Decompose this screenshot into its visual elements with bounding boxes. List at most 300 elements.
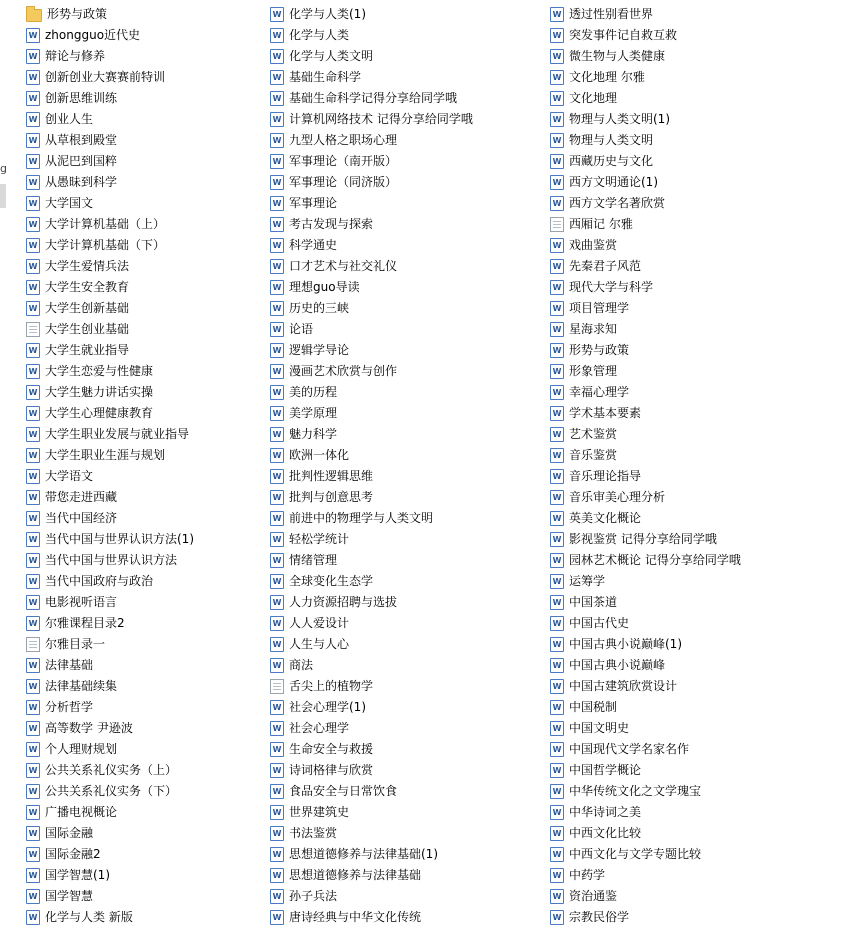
file-name: 思想道德修养与法律基础	[289, 868, 422, 882]
file-name: 中华诗词之美	[569, 805, 642, 819]
file-name: 中西文化比较	[569, 826, 642, 840]
file-name: 形势与政策	[47, 7, 108, 21]
word-document-icon	[550, 868, 564, 883]
file-item[interactable]	[550, 214, 741, 235]
file-item[interactable]	[550, 361, 741, 382]
file-item[interactable]	[550, 571, 741, 592]
file-name: 学术基本要素	[569, 406, 642, 420]
file-name: 创业人生	[45, 112, 94, 126]
file-name: 批判与创意思考	[289, 490, 374, 504]
word-document-icon	[550, 112, 564, 127]
file-item[interactable]	[550, 907, 741, 928]
file-item[interactable]	[270, 172, 473, 193]
file-item[interactable]	[270, 739, 473, 760]
file-item[interactable]	[26, 67, 194, 88]
file-item[interactable]	[550, 298, 741, 319]
file-name: 欧洲一体化	[289, 448, 350, 462]
word-document-icon	[26, 721, 40, 736]
file-item[interactable]	[550, 88, 741, 109]
file-name: 军事理论（南开版）	[289, 154, 398, 168]
file-name: 大学生心理健康教育	[45, 406, 154, 420]
file-item[interactable]	[550, 529, 741, 550]
file-name: 大学生创业基础	[45, 322, 130, 336]
file-name: 影视鉴赏 记得分享给同学哦	[569, 532, 717, 546]
word-document-icon	[550, 448, 564, 463]
file-item[interactable]	[26, 613, 194, 634]
file-item[interactable]	[270, 571, 473, 592]
file-item[interactable]	[550, 802, 741, 823]
file-name: 书法鉴赏	[289, 826, 338, 840]
file-name: 音乐鉴赏	[569, 448, 618, 462]
file-item[interactable]	[270, 319, 473, 340]
word-document-icon	[550, 259, 564, 274]
file-name: 中西文化与文学专题比较	[569, 847, 702, 861]
file-item[interactable]	[26, 571, 194, 592]
file-item[interactable]	[26, 361, 194, 382]
file-item[interactable]	[550, 319, 741, 340]
file-item[interactable]	[270, 802, 473, 823]
file-item[interactable]	[270, 298, 473, 319]
file-item[interactable]	[26, 634, 194, 655]
file-name: 国学智慧	[45, 889, 94, 903]
file-item[interactable]	[26, 718, 194, 739]
file-item[interactable]	[26, 655, 194, 676]
text-document-icon	[26, 637, 40, 652]
file-item[interactable]	[550, 739, 741, 760]
file-item[interactable]	[270, 865, 473, 886]
file-name: 运筹学	[569, 574, 606, 588]
file-name: 情绪管理	[289, 553, 338, 567]
file-item[interactable]	[550, 550, 741, 571]
file-item[interactable]	[270, 655, 473, 676]
word-document-icon	[270, 385, 284, 400]
file-name: 化学与人类文明	[289, 49, 374, 63]
file-item[interactable]	[550, 886, 741, 907]
file-name: 形势与政策	[569, 343, 630, 357]
file-name: 批判性逻辑思维	[289, 469, 374, 483]
file-name: 诗词格律与欣赏	[289, 763, 374, 777]
file-name: 大学生恋爱与性健康	[45, 364, 154, 378]
word-document-icon	[270, 238, 284, 253]
file-name: 中国文明史	[569, 721, 630, 735]
file-item[interactable]	[270, 634, 473, 655]
word-document-icon	[26, 553, 40, 568]
file-item[interactable]	[26, 739, 194, 760]
word-document-icon	[550, 679, 564, 694]
file-item[interactable]	[270, 613, 473, 634]
word-document-icon	[26, 217, 40, 232]
file-item[interactable]	[26, 865, 194, 886]
file-name: 大学生爱情兵法	[45, 259, 130, 273]
file-item[interactable]	[270, 508, 473, 529]
file-item[interactable]	[26, 550, 194, 571]
file-item[interactable]	[26, 382, 194, 403]
file-name: 西藏历史与文化	[569, 154, 654, 168]
file-item[interactable]	[26, 487, 194, 508]
file-name: 现代大学与科学	[569, 280, 654, 294]
file-item[interactable]	[270, 403, 473, 424]
word-document-icon	[550, 385, 564, 400]
file-item[interactable]	[26, 277, 194, 298]
file-name: 食品安全与日常饮食	[289, 784, 398, 798]
file-item[interactable]	[270, 676, 473, 697]
word-document-icon	[550, 301, 564, 316]
word-document-icon	[550, 280, 564, 295]
word-document-icon	[270, 427, 284, 442]
word-document-icon	[26, 763, 40, 778]
file-item[interactable]	[550, 172, 741, 193]
file-item[interactable]	[270, 907, 473, 928]
file-item[interactable]	[26, 340, 194, 361]
file-name: 唐诗经典与中华文化传统	[289, 910, 422, 924]
file-item[interactable]	[550, 676, 741, 697]
file-item[interactable]	[26, 214, 194, 235]
word-document-icon	[550, 406, 564, 421]
file-name: 漫画艺术欣赏与创作	[289, 364, 398, 378]
word-document-icon	[270, 364, 284, 379]
word-document-icon	[270, 616, 284, 631]
file-item[interactable]	[270, 886, 473, 907]
file-name: 公共关系礼仪实务（下）	[45, 784, 178, 798]
word-document-icon	[270, 595, 284, 610]
file-name: 创新创业大赛赛前特训	[45, 70, 166, 84]
file-item[interactable]	[26, 109, 194, 130]
file-name: 法律基础	[45, 658, 94, 672]
file-name: 大学生就业指导	[45, 343, 130, 357]
file-item[interactable]	[270, 361, 473, 382]
word-document-icon	[26, 826, 40, 841]
file-name: 美的历程	[289, 385, 338, 399]
word-document-icon	[550, 847, 564, 862]
file-item[interactable]	[550, 445, 741, 466]
word-document-icon	[270, 133, 284, 148]
file-item[interactable]	[26, 907, 194, 928]
word-document-icon	[26, 364, 40, 379]
word-document-icon	[270, 490, 284, 505]
word-document-icon	[550, 658, 564, 673]
file-item[interactable]	[26, 529, 194, 550]
file-item[interactable]	[550, 466, 741, 487]
file-item[interactable]	[270, 466, 473, 487]
file-item[interactable]	[550, 718, 741, 739]
word-document-icon	[26, 154, 40, 169]
file-name: 西方文明通论(1)	[569, 175, 658, 189]
file-item[interactable]	[270, 46, 473, 67]
word-document-icon	[550, 469, 564, 484]
file-item[interactable]	[270, 109, 473, 130]
file-item[interactable]	[26, 697, 194, 718]
file-item[interactable]	[270, 151, 473, 172]
file-item[interactable]	[270, 445, 473, 466]
file-name: 尔雅目录一	[45, 637, 106, 651]
word-document-icon	[26, 532, 40, 547]
file-name: 中药学	[569, 868, 606, 882]
file-name: 魅力科学	[289, 427, 338, 441]
word-document-icon	[550, 721, 564, 736]
file-item[interactable]	[26, 844, 194, 865]
file-name: 园林艺术概论 记得分享给同学哦	[569, 553, 741, 567]
file-item[interactable]	[270, 193, 473, 214]
word-document-icon	[270, 553, 284, 568]
word-document-icon	[26, 406, 40, 421]
word-document-icon	[26, 595, 40, 610]
file-item[interactable]	[270, 67, 473, 88]
file-name: 宗教民俗学	[569, 910, 630, 924]
file-name: 世界建筑史	[289, 805, 350, 819]
file-item[interactable]	[550, 865, 741, 886]
file-name: 英美文化概论	[569, 511, 642, 525]
file-name: 广播电视概论	[45, 805, 118, 819]
file-item[interactable]	[26, 823, 194, 844]
word-document-icon	[270, 910, 284, 925]
file-name: 人人爱设计	[289, 616, 350, 630]
file-item[interactable]	[550, 487, 741, 508]
word-document-icon	[550, 637, 564, 652]
file-item[interactable]	[550, 781, 741, 802]
file-item[interactable]	[270, 256, 473, 277]
file-item[interactable]	[270, 844, 473, 865]
word-document-icon	[270, 868, 284, 883]
file-item[interactable]	[26, 193, 194, 214]
file-item[interactable]	[26, 802, 194, 823]
word-document-icon	[550, 784, 564, 799]
left-pane-edge	[0, 162, 6, 208]
file-name: 辩论与修养	[45, 49, 106, 63]
file-item[interactable]	[270, 130, 473, 151]
file-item[interactable]	[26, 88, 194, 109]
file-item[interactable]	[550, 277, 741, 298]
file-item[interactable]	[270, 340, 473, 361]
file-item[interactable]	[26, 256, 194, 277]
file-item[interactable]	[550, 613, 741, 634]
file-item[interactable]	[270, 781, 473, 802]
file-item[interactable]	[270, 760, 473, 781]
file-item[interactable]	[26, 46, 194, 67]
word-document-icon	[270, 889, 284, 904]
file-item[interactable]	[270, 277, 473, 298]
folder-item[interactable]	[26, 4, 194, 25]
word-document-icon	[26, 700, 40, 715]
file-item[interactable]	[270, 88, 473, 109]
file-name: 科学通史	[289, 238, 338, 252]
file-item[interactable]	[26, 445, 194, 466]
file-item[interactable]	[550, 256, 741, 277]
word-document-icon	[26, 679, 40, 694]
file-item[interactable]	[270, 823, 473, 844]
file-item[interactable]	[270, 697, 473, 718]
file-item[interactable]	[26, 130, 194, 151]
word-document-icon	[270, 322, 284, 337]
file-item[interactable]	[26, 298, 194, 319]
word-document-icon	[26, 91, 40, 106]
file-name: 透过性别看世界	[569, 7, 654, 21]
file-item[interactable]	[26, 781, 194, 802]
file-item[interactable]	[550, 67, 741, 88]
file-item[interactable]	[550, 823, 741, 844]
file-name: 前进中的物理学与人类文明	[289, 511, 434, 525]
word-document-icon	[550, 553, 564, 568]
word-document-icon	[26, 385, 40, 400]
word-document-icon	[26, 28, 40, 43]
word-document-icon	[26, 259, 40, 274]
file-item[interactable]	[26, 235, 194, 256]
file-item[interactable]	[26, 25, 194, 46]
file-column-3	[550, 4, 741, 928]
file-name: 星海求知	[569, 322, 618, 336]
file-item[interactable]	[550, 4, 741, 25]
text-document-icon	[270, 679, 284, 694]
file-name: 音乐理论指导	[569, 469, 642, 483]
file-item[interactable]	[26, 424, 194, 445]
word-document-icon	[550, 427, 564, 442]
file-item[interactable]	[550, 634, 741, 655]
file-name: 美学原理	[289, 406, 338, 420]
word-document-icon	[550, 175, 564, 190]
word-document-icon	[550, 910, 564, 925]
file-item[interactable]	[550, 424, 741, 445]
file-name: 中华传统文化之文学瑰宝	[569, 784, 702, 798]
file-name: 项目管理学	[569, 301, 630, 315]
file-item[interactable]	[26, 886, 194, 907]
word-document-icon	[550, 7, 564, 22]
file-item[interactable]	[270, 487, 473, 508]
file-name: 当代中国政府与政治	[45, 574, 154, 588]
sidebar-selection-highlight[interactable]	[0, 184, 6, 208]
file-item[interactable]	[550, 508, 741, 529]
file-item[interactable]	[550, 25, 741, 46]
word-document-icon	[270, 217, 284, 232]
file-item[interactable]	[270, 25, 473, 46]
file-name: 音乐审美心理分析	[569, 490, 666, 504]
file-name: 西厢记 尔雅	[569, 217, 633, 231]
file-item[interactable]	[26, 172, 194, 193]
word-document-icon	[550, 616, 564, 631]
word-document-icon	[270, 700, 284, 715]
file-item[interactable]	[270, 592, 473, 613]
word-document-icon	[270, 28, 284, 43]
file-name: 当代中国经济	[45, 511, 118, 525]
file-item[interactable]	[270, 235, 473, 256]
file-item[interactable]	[270, 382, 473, 403]
file-name: 大学语文	[45, 469, 94, 483]
word-document-icon	[270, 532, 284, 547]
file-item[interactable]	[270, 214, 473, 235]
file-name: 尔雅课程目录2	[45, 616, 125, 630]
word-document-icon	[270, 406, 284, 421]
file-name: 物理与人类文明(1)	[569, 112, 670, 126]
word-document-icon	[26, 448, 40, 463]
file-item[interactable]	[550, 46, 741, 67]
file-name: 考古发现与探索	[289, 217, 374, 231]
text-document-icon	[550, 217, 564, 232]
word-document-icon	[550, 91, 564, 106]
file-name: 资治通鉴	[569, 889, 618, 903]
file-item[interactable]	[270, 424, 473, 445]
file-name: 人力资源招聘与选拔	[289, 595, 398, 609]
file-item[interactable]	[550, 382, 741, 403]
file-name: 舌尖上的植物学	[289, 679, 374, 693]
file-name: 全球变化生态学	[289, 574, 374, 588]
word-document-icon	[550, 70, 564, 85]
file-name: 突发事件记自救互救	[569, 28, 678, 42]
file-name: 物理与人类文明	[569, 133, 654, 147]
file-item[interactable]	[26, 403, 194, 424]
file-name: 国际金融2	[45, 847, 101, 861]
file-name: 创新思维训练	[45, 91, 118, 105]
file-item[interactable]	[550, 760, 741, 781]
file-item[interactable]	[550, 697, 741, 718]
file-item[interactable]	[26, 508, 194, 529]
file-name: 中国古典小说巅峰	[569, 658, 666, 672]
file-item[interactable]	[26, 466, 194, 487]
word-document-icon	[550, 364, 564, 379]
file-name: 大学国文	[45, 196, 94, 210]
file-name: 大学生职业发展与就业指导	[45, 427, 190, 441]
file-name: 国际金融	[45, 826, 94, 840]
file-item[interactable]	[550, 655, 741, 676]
word-document-icon	[270, 280, 284, 295]
file-name: 化学与人类 新版	[45, 910, 133, 924]
file-column-1	[26, 4, 194, 928]
file-item[interactable]	[550, 193, 741, 214]
word-document-icon	[26, 490, 40, 505]
file-item[interactable]	[26, 319, 194, 340]
file-name: 先秦君子风范	[569, 259, 642, 273]
file-item[interactable]	[270, 4, 473, 25]
file-item[interactable]	[26, 676, 194, 697]
file-item[interactable]	[270, 529, 473, 550]
word-document-icon	[270, 826, 284, 841]
file-item[interactable]	[550, 340, 741, 361]
word-document-icon	[26, 469, 40, 484]
file-name: 幸福心理学	[569, 385, 630, 399]
file-item[interactable]	[550, 592, 741, 613]
file-item[interactable]	[270, 718, 473, 739]
file-item[interactable]	[550, 235, 741, 256]
word-document-icon	[550, 511, 564, 526]
file-name: 分析哲学	[45, 700, 94, 714]
file-name: 当代中国与世界认识方法(1)	[45, 532, 194, 546]
word-document-icon	[270, 721, 284, 736]
word-document-icon	[550, 490, 564, 505]
file-item[interactable]	[550, 403, 741, 424]
word-document-icon	[26, 238, 40, 253]
file-name: 电影视听语言	[45, 595, 118, 609]
word-document-icon	[26, 70, 40, 85]
file-name: 微生物与人类健康	[569, 49, 666, 63]
folder-icon	[26, 9, 42, 22]
word-document-icon	[270, 154, 284, 169]
file-name: 社会心理学	[289, 721, 350, 735]
file-item[interactable]	[550, 151, 741, 172]
file-name: 中国古建筑欣赏设计	[569, 679, 678, 693]
word-document-icon	[270, 574, 284, 589]
word-document-icon	[550, 805, 564, 820]
word-document-icon	[550, 889, 564, 904]
file-item[interactable]	[26, 592, 194, 613]
file-item[interactable]	[270, 550, 473, 571]
file-item[interactable]	[550, 130, 741, 151]
file-item[interactable]	[26, 151, 194, 172]
word-document-icon	[550, 532, 564, 547]
file-name: 艺术鉴赏	[569, 427, 618, 441]
file-item[interactable]	[26, 760, 194, 781]
file-item[interactable]	[550, 844, 741, 865]
file-item[interactable]	[550, 109, 741, 130]
file-name: 公共关系礼仪实务（上）	[45, 763, 178, 777]
file-name: 大学生职业生涯与规划	[45, 448, 166, 462]
file-name: 西方文学名著欣赏	[569, 196, 666, 210]
